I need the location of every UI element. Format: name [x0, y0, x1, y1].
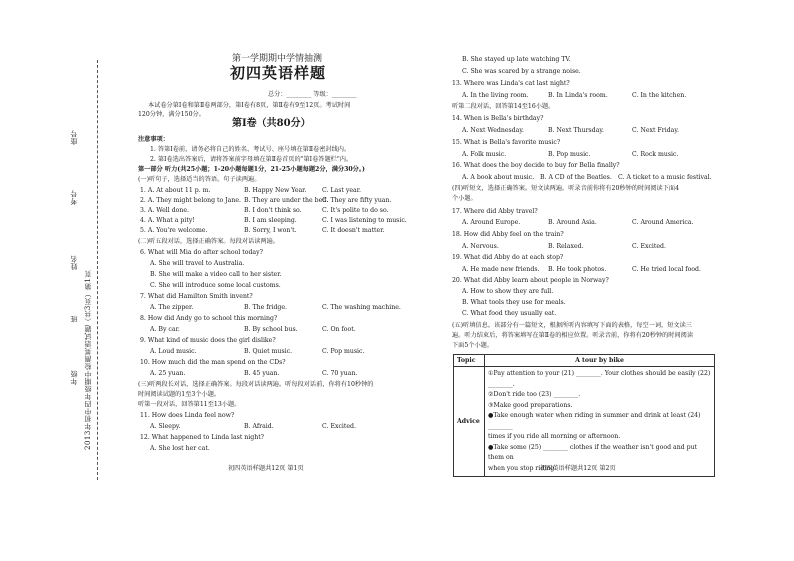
question-3-c: C. It's polite to do so.: [322, 207, 389, 214]
question-20-a: A. How to show they are full.: [462, 288, 554, 295]
advice-line-2: ________.: [488, 380, 515, 388]
question-14-b: B. Next Thursday.: [548, 127, 605, 134]
question-2-a: 2. A. They might belong to Jane.: [140, 197, 241, 204]
advice-line-4: ③Make good preparations.: [488, 401, 573, 409]
question-6-a: A. She will travel to Australia.: [150, 260, 245, 267]
subsection-4-line-1: (四)听短文，选择正确答案。短文读两遍。听录音前你将有20秒钟的时间阅读下面4: [452, 185, 680, 192]
advice-line-5: ●Take enough water when riding in summer and drink at least (24) ________: [488, 412, 701, 430]
question-14-a: A. Next Wednesday.: [462, 127, 525, 134]
question-7-a: A. The zipper.: [150, 304, 194, 311]
exam-name: 第一学期期中学情抽测: [232, 54, 323, 64]
question-4-c: C. I was listening to music.: [322, 217, 407, 224]
question-10: 10. How much did the man spend on the CDs?: [140, 359, 286, 366]
question-14-c: C. Next Friday.: [632, 127, 679, 134]
question-19: 19. What did Abby do at each stop?: [452, 254, 564, 261]
advice-line-3: ②Don't ride too (23) ________.: [488, 391, 581, 398]
dialog-2-instruction: 听第二段对话，回答第14至16小题。: [452, 103, 555, 110]
margin-field-grade: 年级: [70, 370, 78, 385]
question-11-b: B. Afraid.: [244, 423, 274, 430]
table-advice-label: Advice: [454, 367, 485, 477]
question-18: 18. How did Abby feel on the train?: [452, 231, 564, 238]
question-15: 15. What is Bella's favorite music?: [452, 139, 561, 146]
page-title: 初四英语样题: [230, 64, 327, 82]
question-13-b: B. In Linda's room.: [548, 92, 608, 99]
seal-line: [97, 60, 99, 480]
question-15-a: A. Folk music.: [462, 151, 507, 158]
question-5-a: 5. A. You're welcome.: [140, 227, 208, 234]
question-16-a: A. A book about music.: [462, 174, 535, 181]
question-9-b: B. Quiet music.: [244, 348, 293, 355]
question-1-c: C. Last year.: [322, 187, 361, 194]
advice-line-6: times if you ride all morning or afternoon.: [488, 433, 621, 440]
question-7-b: B. The fridge.: [244, 304, 287, 311]
note-2: 2. 第Ⅰ卷选出答案后，请将答案前字母填在第Ⅱ卷首页的"第Ⅰ卷答题栏"内。: [150, 156, 353, 163]
question-1-b: B. Happy New Year.: [244, 187, 307, 194]
table-topic-label: Topic: [454, 355, 485, 367]
subsection-5-line-3: 下面5个小题。: [452, 342, 494, 349]
subsection-a: (一)听句子，选择适当的答语。句子读两遍。: [138, 176, 261, 183]
question-10-c: C. 70 yuan.: [322, 370, 358, 377]
question-8-a: A. By car.: [150, 326, 180, 333]
question-13-a: A. In the living room.: [462, 92, 529, 99]
part-1-heading: 第一部分 听力(共25小题；1-20小题每题1分，21-25小题每题2分，满分30分。): [138, 166, 365, 173]
question-16-c: C. A ticket to a music festival.: [618, 174, 712, 181]
margin-field-name: 姓名: [70, 255, 78, 270]
listening-table: [453, 354, 715, 477]
question-6-b: B. She will make a video call to her sister.: [150, 271, 282, 278]
question-19-c: C. He tried local food.: [632, 266, 701, 273]
table-advice-content: [485, 367, 715, 477]
question-16-b: B. A CD of the Beatles.: [540, 174, 612, 181]
question-3-b: B. I don't think so.: [244, 207, 302, 214]
margin-field-exam-no: 考号: [70, 190, 78, 205]
question-19-a: A. He made new friends.: [462, 266, 540, 273]
question-8-c: C. On foot.: [322, 326, 356, 333]
question-7-c: C. The washing machine.: [322, 304, 401, 311]
question-3-a: 3. A. Well done.: [140, 207, 190, 214]
question-11-a: A. Sleepy.: [150, 423, 181, 430]
question-4-a: 4. A. What a pity!: [140, 217, 195, 224]
question-18-b: B. Relaxed.: [548, 243, 584, 250]
question-17: 17. Where did Abby travel?: [452, 208, 538, 215]
question-4-b: B. I am sleeping.: [244, 217, 297, 224]
question-17-a: A. Around Europe.: [462, 219, 521, 226]
question-12-c: C. She was scared by a strange noise.: [462, 68, 581, 75]
notes-title: 注意事项：: [138, 136, 169, 143]
question-9: 9. What kind of music does the girl dislike?: [140, 337, 276, 344]
note-1: 1. 答第Ⅰ卷前，请务必将自己的姓名、考试号、座号填在第Ⅱ卷密封线内。: [150, 146, 351, 153]
question-11-c: C. Excited.: [322, 423, 356, 430]
question-19-b: B. He took photos.: [548, 266, 607, 273]
question-12: 12. What happened to Linda last night?: [140, 434, 265, 441]
subsection-4-line-2: 个小题。: [452, 195, 477, 202]
subsection-c-1: (三)听两段长对话，选择正确答案。每段对话读两遍。听每段对话前，你将有10秒钟的: [138, 381, 374, 388]
question-8: 8. How did Andy go to school this morning?: [140, 315, 278, 322]
section-1-title: 第Ⅰ卷（共80分）: [232, 118, 311, 129]
footer-left: 初四英语样题共12页 第1页: [228, 465, 304, 472]
question-17-b: B. Around Asia.: [548, 219, 597, 226]
question-11: 11. How does Linda feel now?: [140, 412, 235, 419]
question-6-c: C. She will introduce some local customs.: [150, 282, 281, 289]
table-topic-value: A tour by bike: [485, 355, 715, 367]
question-16: 16. What does the boy decide to buy for Bella finally?: [452, 162, 620, 169]
subsection-c-3: 听第一段对话，回答第11至13小题。: [138, 401, 241, 408]
question-18-c: C. Excited.: [632, 243, 666, 250]
question-20: 20. What did Abby learn about people in Norway?: [452, 277, 609, 284]
question-20-c: C. What food they usually eat.: [462, 310, 557, 317]
question-12-b: B. She stayed up late watching TV.: [462, 56, 571, 63]
question-2-b: B. They are under the bed.: [244, 197, 329, 204]
question-1-a: 1. A. At about 11 p. m.: [140, 187, 211, 194]
advice-line-7: ●Take some (25) ________ clothes if the weather isn't good and put them on: [488, 443, 698, 461]
question-5-b: B. Sorry, I won't.: [244, 227, 297, 234]
question-12-a: A. She lost her cat.: [150, 445, 210, 452]
subsection-b: (二)听五段对话，选择正确答案。每段对话读两遍。: [138, 238, 279, 245]
question-15-b: B. Pop music.: [548, 151, 591, 158]
subsection-5-line-1: (五)听填信息。该部分有一篇短文，根据所听内容填写下面的表格，每空一词，短文读三: [452, 322, 692, 329]
margin-title: 2013年初中四年级期中检测英语试题（共3页）第1页: [84, 270, 92, 450]
question-9-a: A. Loud music.: [150, 348, 197, 355]
question-17-c: C. Around America.: [632, 219, 694, 226]
intro-line-1: 本试卷分第Ⅰ卷和第Ⅱ卷两部分，第Ⅰ卷有8页，第Ⅱ卷有9至12页。考试时间: [148, 102, 351, 109]
margin-field-seat: 座号: [70, 130, 78, 145]
question-6: 6. What will Mia do after school today?: [140, 249, 263, 256]
question-13-c: C. In the kitchen.: [632, 92, 687, 99]
question-10-a: A. 25 yuan.: [150, 370, 186, 377]
footer-right: 初四英语样题共12页 第2页: [540, 465, 616, 472]
question-5-c: C. It doesn't matter.: [322, 227, 385, 234]
question-13: 13. Where was Linda's cat last night?: [452, 80, 570, 87]
question-20-b: B. What tools they use for meals.: [462, 299, 566, 306]
advice-line-1: ①Pay attention to your (21) ________. Your clothes should be easily (22): [488, 370, 711, 377]
question-8-b: B. By school bus.: [244, 326, 298, 333]
subsection-c-2: 时间阅读试题的1至3个小题。: [138, 391, 221, 398]
question-15-c: C. Rock music.: [632, 151, 679, 158]
score-line: 总分：________ 等级：________: [268, 91, 357, 98]
advice-line-8: when you stop riding.: [488, 464, 557, 472]
intro-line-2: 120分钟，满分150分。: [138, 111, 205, 118]
question-2-c: C. They are fifty yuan.: [322, 197, 392, 204]
question-18-a: A. Nervous.: [462, 243, 499, 250]
subsection-5-line-2: 遍。听力结束后，将答案填写在第Ⅱ卷的相应位置。听录音前，你将有20秒钟的时间阅读: [452, 332, 694, 339]
question-10-b: B. 45 yuan.: [244, 370, 280, 377]
question-9-c: C. Pop music.: [322, 348, 365, 355]
question-14: 14. When is Bella's birthday?: [452, 115, 544, 122]
question-7: 7. What did Hamilton Smith invent?: [140, 293, 253, 300]
margin-field-class: 班: [70, 315, 78, 323]
